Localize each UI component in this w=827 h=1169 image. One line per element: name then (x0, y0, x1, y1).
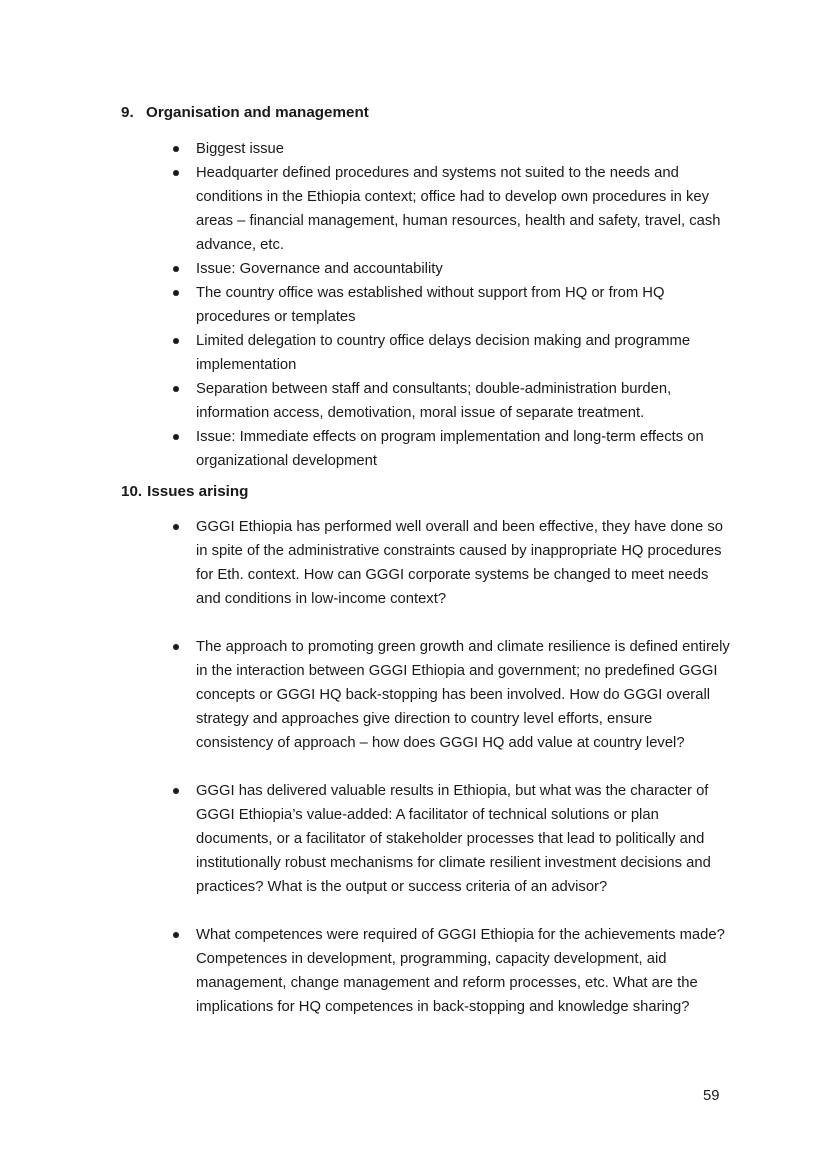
list-item: GGGI has delivered valuable results in Ethiopia, but what was the character of GGGI Ethiopia’s value-added: A facilitator of technical solutions or plan documents, or a facilitator of stakeholder processes that lead to politically and institutionally robust mechanisms for climate resilient investment decisions and practices? What is the output or success criteria of an advisor? (171, 779, 731, 899)
section-title: Issues arising (147, 483, 249, 500)
list-item: Limited delegation to country office delays decision making and programme implementation (171, 329, 731, 377)
list-item: The country office was established without support from HQ or from HQ procedures or templates (171, 281, 731, 329)
list-item: What competences were required of GGGI Ethiopia for the achievements made? Competences in development, programming, capacity development, aid management, change management and reform processes, etc. What are the implications for HQ competences in back-stopping and knowledge sharing? (171, 923, 731, 1019)
section-heading-issues (121, 482, 248, 502)
page-number: 59 (703, 1088, 720, 1104)
list-item: Biggest issue (171, 137, 731, 161)
section-number: 9. (121, 104, 134, 121)
issues-bullet-list (171, 515, 731, 1019)
list-item: Issue: Governance and accountability (171, 257, 731, 281)
section-title: Organisation and management (146, 104, 369, 121)
organisation-bullet-list (171, 137, 731, 473)
list-item: Separation between staff and consultants; double-administration burden, information access, demotivation, moral issue of separate treatment. (171, 377, 731, 425)
list-item: Headquarter defined procedures and systems not suited to the needs and conditions in the Ethiopia context; office had to develop own procedures in key areas – financial management, human resources, health and safety, travel, cash advance, etc. (171, 161, 731, 257)
list-item: GGGI Ethiopia has performed well overall and been effective, they have done so in spite of the administrative constraints caused by inappropriate HQ procedures for Eth. context. How can GGGI corporate systems be changed to meet needs and conditions in low-income context? (171, 515, 731, 611)
section-heading-organisation (121, 103, 369, 123)
section-number: 10. (121, 483, 143, 500)
list-item: The approach to promoting green growth and climate resilience is defined entirely in the interaction between GGGI Ethiopia and government; no predefined GGGI concepts or GGGI HQ back-stopping has been involved. How do GGGI overall strategy and approaches give direction to country level efforts, ensure consistency of approach – how does GGGI HQ add value at country level? (171, 635, 731, 755)
list-item: Issue: Immediate effects on program implementation and long-term effects on organizational development (171, 425, 731, 473)
